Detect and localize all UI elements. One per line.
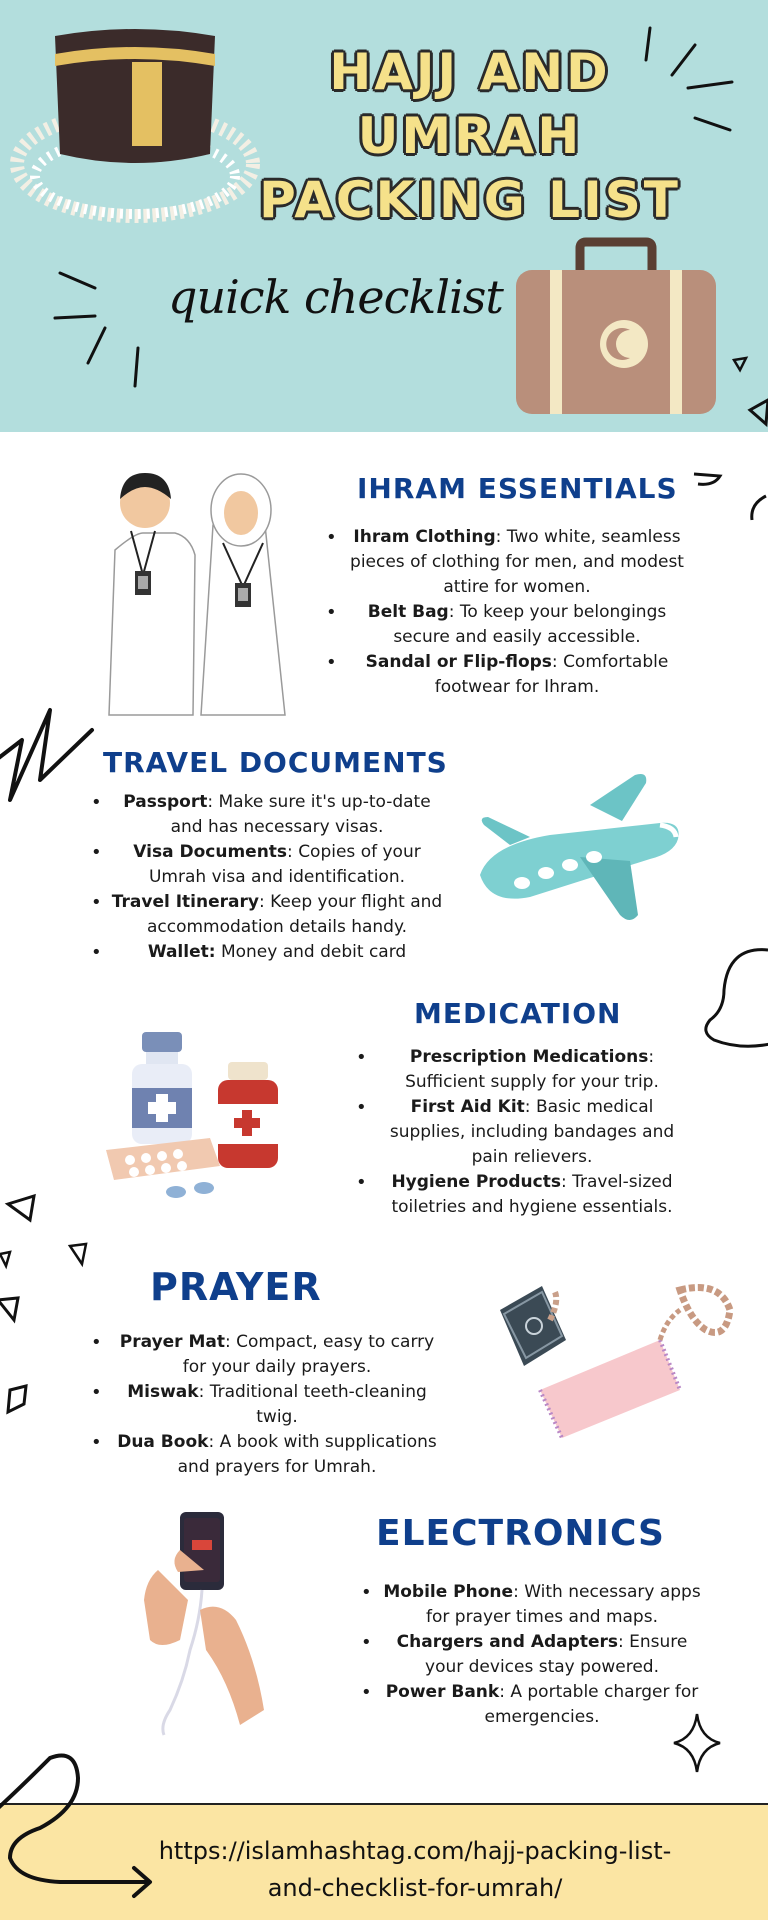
list-item: • Travel Itinerary: Keep your flight and accommodation details handy. — [95, 890, 445, 940]
loop-arrow-decoration — [0, 1748, 160, 1908]
section-title-prayer: PRAYER — [150, 1265, 322, 1309]
list-item: • First Aid Kit: Basic medical supplies, including bandages and pain relievers. — [360, 1095, 690, 1170]
airplane-icon — [470, 765, 685, 925]
sparkle-lines-decoration — [640, 20, 740, 140]
list-item: • Sandal or Flip-flops: Comfortable footwear for Ihram. — [330, 650, 690, 700]
prayer-items-icon — [480, 1270, 740, 1440]
footer-url-link[interactable]: https://islamhashtag.com/hajj-packing-list-and-checklist-for-umrah/ — [158, 1837, 672, 1902]
electronics-list — [365, 1580, 705, 1730]
section-title-travel-documents: TRAVEL DOCUMENTS — [103, 746, 448, 779]
list-item: • Power Bank: A portable charger for emergencies. — [365, 1680, 705, 1730]
list-item: • Ihram Clothing: Two white, seamless pieces of clothing for men, and modest attire for women. — [330, 525, 690, 600]
medication-list — [360, 1045, 690, 1220]
list-item: • Wallet: Money and debit card — [95, 940, 445, 965]
title-line-2: UMRAH — [357, 107, 583, 165]
prayer-list — [95, 1330, 445, 1480]
list-item: • Passport: Make sure it's up-to-date and has necessary visas. — [95, 790, 445, 840]
triangle-decoration — [730, 300, 768, 430]
doodle-decoration-right — [690, 470, 768, 530]
phone-charging-icon — [140, 1510, 270, 1735]
list-item: • Prayer Mat: Compact, easy to carry for your daily prayers. — [95, 1330, 445, 1380]
title-line-3: PACKING LIST — [259, 171, 681, 229]
list-item: • Prescription Medications: Sufficient supply for your trip. — [360, 1045, 690, 1095]
sparkle-lines-left-decoration — [50, 268, 150, 388]
pilgrims-illustration — [95, 465, 295, 720]
list-item: • Visa Documents: Copies of your Umrah visa and identification. — [95, 840, 445, 890]
list-item: • Belt Bag: To keep your belongings secure and easily accessible. — [330, 600, 690, 650]
triangles-decoration-left — [0, 1190, 100, 1420]
kaaba-icon — [10, 14, 260, 224]
title-line-1: HAJJ AND — [329, 43, 611, 101]
list-item: • Miswak: Traditional teeth-cleaning twig. — [95, 1380, 445, 1430]
list-item: • Hygiene Products: Travel-sized toiletries and hygiene essentials. — [360, 1170, 690, 1220]
section-title-ihram: IHRAM ESSENTIALS — [357, 472, 678, 505]
ihram-list — [330, 525, 690, 700]
zigzag-decoration — [0, 700, 100, 810]
list-item: • Mobile Phone: With necessary apps for prayer times and maps. — [365, 1580, 705, 1630]
page-title — [240, 40, 700, 232]
travel-documents-list — [95, 790, 445, 965]
medicine-bottles-icon — [100, 1030, 290, 1205]
list-item: • Dua Book: A book with supplications and prayers for Umrah. — [95, 1430, 445, 1480]
star-sparkle-icon — [672, 1712, 722, 1774]
header-banner — [0, 0, 768, 432]
swirl-decoration — [700, 940, 768, 1080]
suitcase-icon — [512, 240, 722, 420]
list-item: • Chargers and Adapters: Ensure your devices stay powered. — [365, 1630, 705, 1680]
section-title-medication: MEDICATION — [414, 997, 622, 1030]
section-title-electronics: ELECTRONICS — [376, 1513, 665, 1554]
subtitle-quick-checklist: quick checklist — [168, 270, 503, 324]
